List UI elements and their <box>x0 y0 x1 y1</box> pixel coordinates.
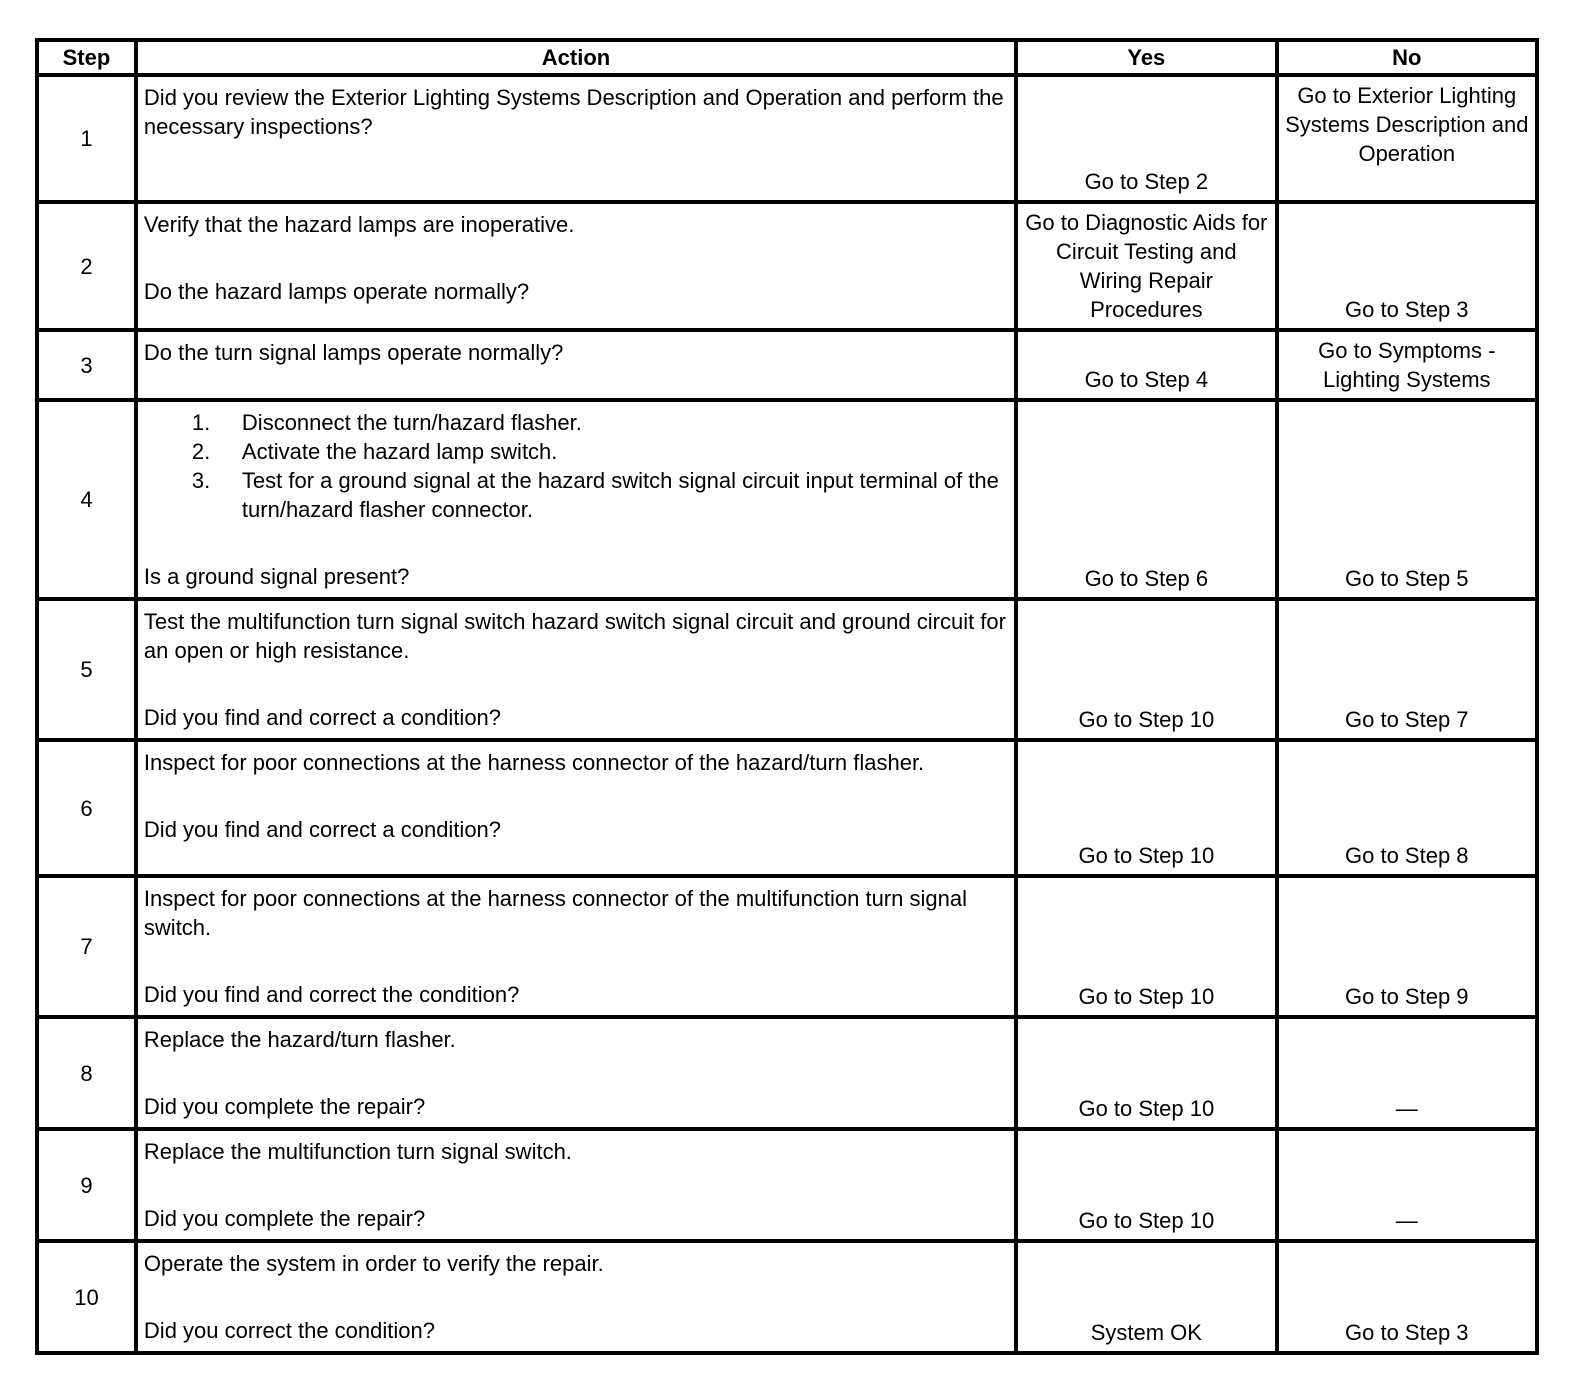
list-text: Activate the hazard lamp switch. <box>241 439 558 464</box>
action-question: Is a ground signal present? <box>143 564 410 589</box>
action-question: Did you find and correct the condition? <box>143 982 520 1007</box>
no-outcome: Go to Step 3 <box>1277 202 1537 330</box>
action-question: Did you find and correct a condition? <box>143 705 502 730</box>
action-text <box>136 202 1016 330</box>
table-row <box>37 330 1537 400</box>
no-outcome: Go to Symptoms - Lighting Systems <box>1277 330 1537 400</box>
table-row <box>37 400 1537 599</box>
action-text <box>136 1129 1016 1241</box>
no-outcome: Go to Step 3 <box>1277 1241 1537 1353</box>
action-question: Did you complete the repair? <box>143 1094 426 1119</box>
yes-outcome: Go to Step 10 <box>1016 599 1276 740</box>
header-row <box>37 40 1537 75</box>
action-instruction: Inspect for poor connections at the harness connector of the hazard/turn flasher. <box>143 750 925 775</box>
no-outcome: Go to Step 9 <box>1277 876 1537 1017</box>
action-text <box>136 400 1016 599</box>
action-instruction: Do the turn signal lamps operate normally? <box>143 340 564 365</box>
action-instruction: Replace the hazard/turn flasher. <box>143 1027 456 1052</box>
action-instruction: Replace the multifunction turn signal switch. <box>143 1139 572 1164</box>
action-text <box>136 1241 1016 1353</box>
yes-outcome: Go to Step 10 <box>1016 1129 1276 1241</box>
header-step: Step <box>37 40 136 75</box>
step-number: 2 <box>37 202 136 330</box>
list-number: 3. <box>191 468 211 493</box>
yes-outcome: Go to Diagnostic Aids for Circuit Testing and Wiring Repair Procedures <box>1016 202 1276 330</box>
action-instruction: Test the multifunction turn signal switch hazard switch signal circuit and ground circuit for an open or high resistance. <box>143 609 1006 663</box>
step-number: 1 <box>37 75 136 202</box>
yes-outcome: Go to Step 10 <box>1016 740 1276 876</box>
step-number: 7 <box>37 876 136 1017</box>
table-row <box>37 599 1537 740</box>
table-row <box>37 1129 1537 1241</box>
action-text <box>136 75 1016 202</box>
step-number: 6 <box>37 740 136 876</box>
table-row <box>37 740 1537 876</box>
list-number: 2. <box>191 439 211 464</box>
table-row <box>37 876 1537 1017</box>
action-instruction: Verify that the hazard lamps are inoperative. <box>143 212 575 237</box>
no-outcome: Go to Step 8 <box>1277 740 1537 876</box>
yes-outcome: Go to Step 10 <box>1016 1017 1276 1129</box>
action-text <box>136 599 1016 740</box>
list-item <box>191 466 1008 524</box>
no-outcome: Go to Exterior Lighting Systems Description and Operation <box>1277 75 1537 202</box>
table-row <box>37 1241 1537 1353</box>
table-row <box>37 202 1537 330</box>
action-instruction: Did you review the Exterior Lighting Systems Description and Operation and perform the necessary inspections? <box>143 85 1004 139</box>
yes-outcome: Go to Step 4 <box>1016 330 1276 400</box>
action-question: Did you find and correct a condition? <box>143 817 502 842</box>
list-item <box>191 437 1008 466</box>
step-number: 5 <box>37 599 136 740</box>
action-text <box>136 876 1016 1017</box>
yes-outcome: System OK <box>1016 1241 1276 1353</box>
step-number: 9 <box>37 1129 136 1241</box>
diagnostic-table <box>35 38 1539 1355</box>
list-item <box>191 408 1008 437</box>
action-question: Do the hazard lamps operate normally? <box>143 279 530 304</box>
action-text <box>136 740 1016 876</box>
step-number: 3 <box>37 330 136 400</box>
yes-outcome: Go to Step 10 <box>1016 876 1276 1017</box>
step-number: 4 <box>37 400 136 599</box>
yes-outcome: Go to Step 2 <box>1016 75 1276 202</box>
no-outcome: Go to Step 5 <box>1277 400 1537 599</box>
action-instruction: Operate the system in order to verify the repair. <box>143 1251 604 1276</box>
header-action: Action <box>136 40 1016 75</box>
no-outcome: — <box>1277 1017 1537 1129</box>
header-yes: Yes <box>1016 40 1276 75</box>
list-text: Test for a ground signal at the hazard switch signal circuit input terminal of the turn/hazard flasher connector. <box>241 468 999 522</box>
action-instruction: Inspect for poor connections at the harness connector of the multifunction turn signal switch. <box>143 886 967 940</box>
list-text: Disconnect the turn/hazard flasher. <box>241 410 582 435</box>
action-question: Did you complete the repair? <box>143 1206 426 1231</box>
action-text <box>136 330 1016 400</box>
no-outcome: — <box>1277 1129 1537 1241</box>
table-row <box>37 75 1537 202</box>
table-row <box>37 1017 1537 1129</box>
step-number: 8 <box>37 1017 136 1129</box>
action-text <box>136 1017 1016 1129</box>
action-question: Did you correct the condition? <box>143 1318 435 1343</box>
yes-outcome: Go to Step 6 <box>1016 400 1276 599</box>
step-number: 10 <box>37 1241 136 1353</box>
header-no: No <box>1277 40 1537 75</box>
procedure-list <box>144 408 1008 524</box>
no-outcome: Go to Step 7 <box>1277 599 1537 740</box>
list-number: 1. <box>191 410 211 435</box>
